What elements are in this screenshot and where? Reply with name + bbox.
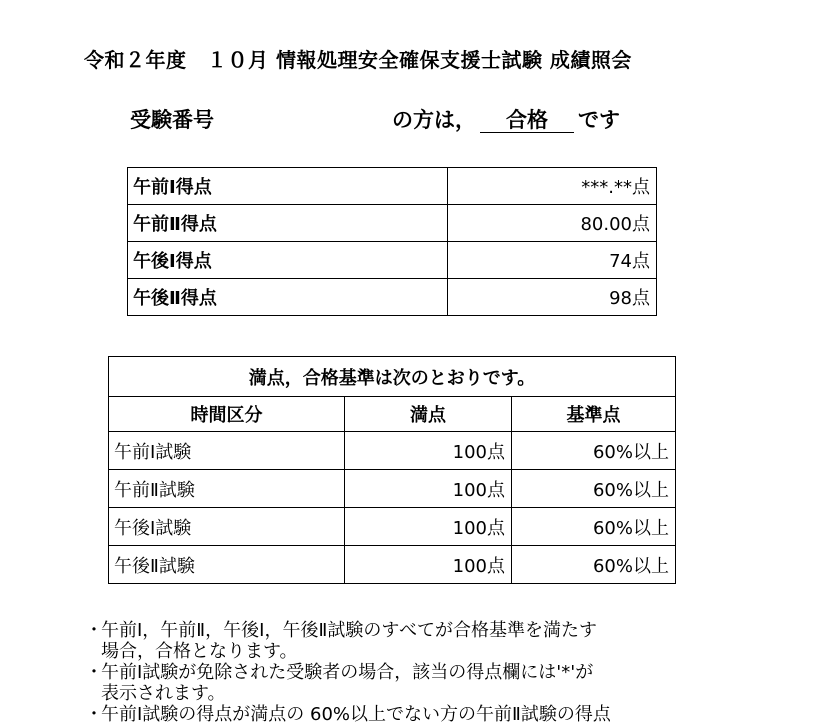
exam-number-label: 受験番号 [130,108,214,132]
table-row [109,508,676,546]
score-row [128,279,657,316]
column-header: 基準点 [512,397,676,432]
score-label: 午後Ⅱ得点 [128,279,448,316]
result-suffix: です [578,108,620,132]
score-row [128,242,657,279]
full-score-cell: 100点 [345,508,512,546]
column-header: 時間区分 [109,397,345,432]
note-line: 午前Ⅰ試験が免除された受験者の場合，該当の得点欄には'*'が [101,662,594,683]
score-row [128,168,657,205]
result-word: 合格 [480,108,574,133]
note-line: 午前Ⅰ，午前Ⅱ，午後Ⅰ，午後Ⅱ試験のすべてが合格基準を満たす [101,620,597,641]
pass-mark-cell: 60%以上 [512,470,676,508]
result-prefix: の方は， [392,108,476,132]
pass-mark-cell: 60%以上 [512,508,676,546]
score-value: 80.00点 [448,205,657,242]
table-row [109,546,676,584]
standards-header-row [109,397,676,432]
score-row [128,205,657,242]
column-header: 満点 [345,397,512,432]
full-score-cell: 100点 [345,546,512,584]
note-line: 表示されます。 [101,683,226,704]
note-line: 場合，合格となります。 [101,641,298,662]
full-score-cell: 100点 [345,470,512,508]
table-row [109,432,676,470]
score-label: 午前Ⅰ得点 [128,168,448,205]
standards-caption: 満点，合格基準は次のとおりです。 [109,357,676,397]
exam-session-cell: 午前Ⅰ試験 [109,432,345,470]
exam-session-cell: 午後Ⅱ試験 [109,546,345,584]
note-bullet: ・ [85,620,103,641]
full-score-cell: 100点 [345,432,512,470]
note-bullet: ・ [85,704,103,725]
exam-result-line [392,104,620,134]
note-bullet: ・ [85,662,103,683]
score-label: 午後Ⅰ得点 [128,242,448,279]
note-item [85,662,725,704]
note-line: 午前Ⅰ試験の得点が満点の 60%以上でない方の午前Ⅱ試験の得点 [101,704,611,725]
page-title: 令和２年度 １０月 情報処理安全確保支援士試験 成績照会 [84,48,632,72]
exam-session-cell: 午前Ⅱ試験 [109,470,345,508]
note-item [85,620,725,662]
score-table [127,167,657,316]
score-value: 74点 [448,242,657,279]
score-value: ***.**点 [448,168,657,205]
pass-mark-cell: 60%以上 [512,432,676,470]
exam-session-cell: 午後Ⅰ試験 [109,508,345,546]
pass-mark-cell: 60%以上 [512,546,676,584]
standards-table [108,356,676,584]
score-value: 98点 [448,279,657,316]
score-label: 午前Ⅱ得点 [128,205,448,242]
table-row [109,470,676,508]
notes-list [85,620,725,725]
